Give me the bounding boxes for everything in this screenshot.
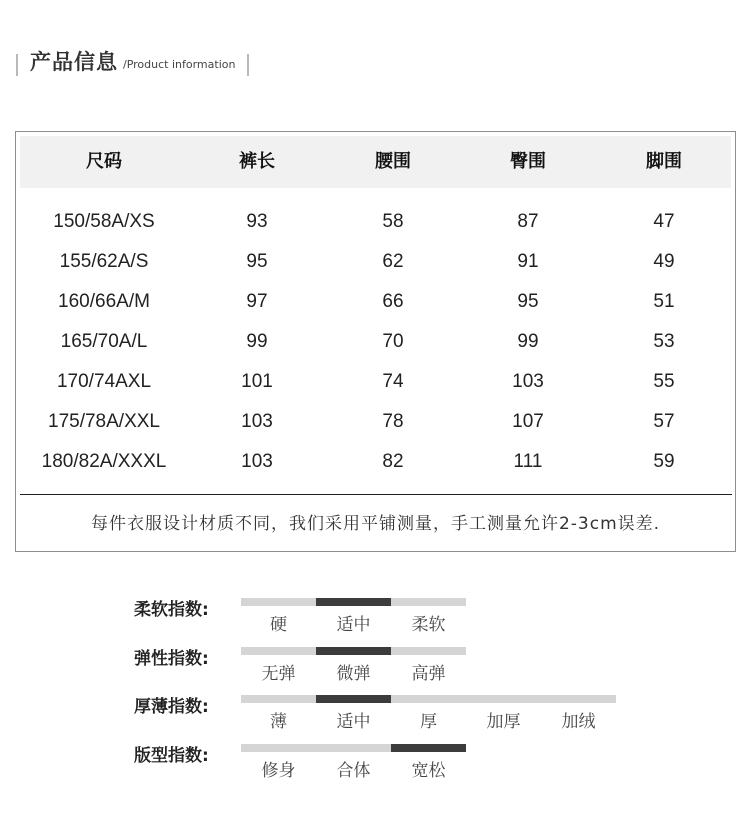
- scale-segment-selected: [391, 744, 466, 752]
- table-cell: 175/78A/XXL: [48, 411, 160, 432]
- scale-option-label: 适中: [336, 615, 371, 635]
- scale-segment-selected: [316, 695, 391, 703]
- table-cell: 103: [241, 411, 273, 432]
- index-row: [0, 695, 750, 743]
- table-cell: 70: [382, 331, 404, 352]
- table-cell: 93: [246, 211, 268, 232]
- size-table-header: [20, 136, 731, 188]
- table-divider: [20, 494, 732, 495]
- scale-segment: [241, 647, 316, 655]
- scale-option-label: 加厚: [486, 712, 521, 732]
- column-header-hem: 脚围: [646, 151, 682, 172]
- header-left-bar: [16, 54, 18, 76]
- table-cell: 87: [517, 211, 539, 232]
- table-cell: 47: [653, 211, 675, 232]
- index-row: [0, 647, 750, 695]
- table-cell: 160/66A/M: [58, 291, 150, 312]
- scale-option-label: 高弹: [411, 664, 446, 684]
- table-row: [16, 242, 735, 282]
- index-row: [0, 598, 750, 646]
- table-cell: 78: [382, 411, 404, 432]
- table-cell: 107: [512, 411, 544, 432]
- table-cell: 99: [246, 331, 268, 352]
- table-cell: 57: [653, 411, 675, 432]
- table-cell: 91: [517, 251, 539, 272]
- scale-segment: [391, 598, 466, 606]
- table-cell: 55: [653, 371, 675, 392]
- table-cell: 66: [382, 291, 404, 312]
- table-cell: 95: [517, 291, 539, 312]
- measurement-note: 每件衣服设计材质不同，我们采用平铺测量，手工测量允许2-3cm误差.: [90, 514, 661, 534]
- index-label: 弹性指数:: [134, 649, 209, 669]
- table-cell: 180/82A/XXXL: [41, 451, 167, 472]
- index-label: 厚薄指数:: [134, 697, 209, 717]
- table-row: [16, 202, 735, 242]
- header-right-bar: [247, 54, 249, 76]
- scale-segment: [241, 695, 316, 703]
- table-cell: 99: [517, 331, 539, 352]
- scale-option-label: 微弹: [336, 664, 371, 684]
- section-header: [16, 48, 249, 76]
- scale-option-label: 加绒: [561, 712, 596, 732]
- table-cell: 103: [241, 451, 273, 472]
- table-cell: 62: [382, 251, 404, 272]
- table-cell: 170/74AXL: [56, 371, 152, 392]
- table-cell: 59: [653, 451, 675, 472]
- table-cell: 150/58A/XS: [53, 211, 155, 232]
- table-cell: 111: [513, 451, 543, 472]
- section-title: 产品信息: [30, 50, 118, 74]
- table-row: [16, 442, 735, 482]
- table-cell: 103: [512, 371, 544, 392]
- column-header-waist: 腰围: [375, 151, 411, 172]
- table-cell: 51: [653, 291, 675, 312]
- scale-option-label: 厚: [420, 712, 437, 732]
- scale-option-label: 硬: [270, 615, 287, 635]
- table-cell: 101: [241, 371, 273, 392]
- scale-segment: [241, 598, 316, 606]
- table-cell: 58: [382, 211, 404, 232]
- index-label: 柔软指数:: [134, 600, 209, 620]
- table-cell: 49: [653, 251, 675, 272]
- table-cell: 165/70A/L: [60, 331, 148, 352]
- scale-option-label: 修身: [261, 761, 296, 781]
- scale-segment-selected: [316, 647, 391, 655]
- table-cell: 74: [382, 371, 404, 392]
- scale-segment: [391, 695, 466, 703]
- column-header-hip: 臀围: [510, 151, 546, 172]
- index-label: 版型指数:: [134, 746, 209, 766]
- scale-option-label: 适中: [336, 712, 371, 732]
- table-row: [16, 362, 735, 402]
- table-cell: 82: [382, 451, 404, 472]
- table-cell: 155/62A/S: [59, 251, 149, 272]
- section-subtitle: /Product information: [123, 58, 236, 71]
- table-row: [16, 402, 735, 442]
- table-cell: 53: [653, 331, 675, 352]
- size-table: [15, 131, 736, 552]
- scale-option-label: 合体: [336, 761, 371, 781]
- table-row: [16, 282, 735, 322]
- table-row: [16, 322, 735, 362]
- scale-segment: [466, 695, 541, 703]
- scale-segment-selected: [316, 598, 391, 606]
- scale-option-label: 薄: [270, 712, 287, 732]
- scale-segment: [391, 647, 466, 655]
- table-cell: 97: [246, 291, 268, 312]
- scale-option-label: 无弹: [261, 664, 296, 684]
- scale-segment: [316, 744, 391, 752]
- scale-option-label: 柔软: [411, 615, 446, 635]
- scale-segment: [241, 744, 316, 752]
- index-row: [0, 744, 750, 792]
- column-header-length: 裤长: [239, 151, 275, 172]
- table-cell: 95: [246, 251, 268, 272]
- scale-segment: [541, 695, 616, 703]
- column-header-size: 尺码: [86, 151, 122, 172]
- scale-option-label: 宽松: [411, 761, 446, 781]
